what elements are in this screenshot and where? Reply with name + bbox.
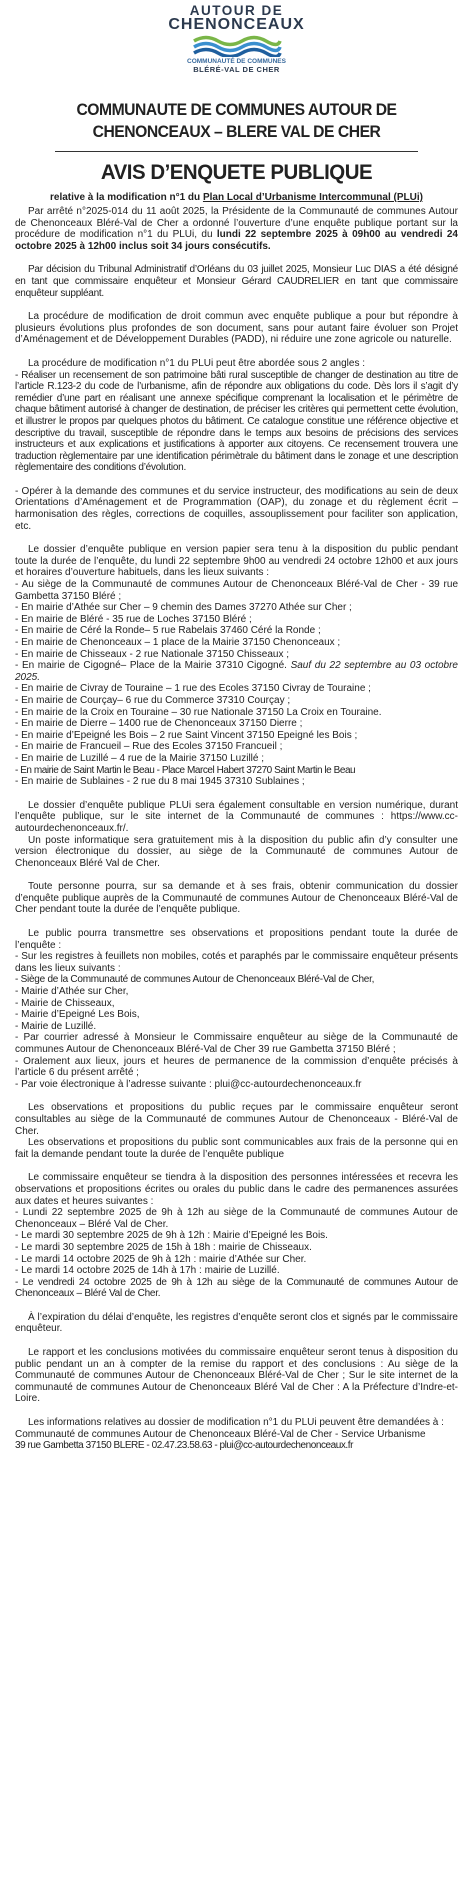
subtitle-text: relative à la modification n°1 du <box>50 192 203 203</box>
observation-item: - Par voie électronique à l’adresse suivante : plui@cc-autourdechenonceaux.fr <box>15 1078 362 1090</box>
logo-line-2: CHENONCEAUX <box>168 16 305 33</box>
decree-dates: lundi 22 septembre 2025 à 09h00 au vendredi 24 octobre 2025 à 12h00 inclus soit 34 jours consécutifs. <box>15 229 458 252</box>
logo <box>15 0 458 88</box>
permanence-item: - Le mardi 14 octobre 2025 de 14h à 17h : mairie de Luzillé. <box>15 1265 280 1277</box>
place-item: - En mairie de Chenonceaux – 1 place de la Mairie 37150 Chenonceaux ; <box>15 637 341 648</box>
place-item: - En mairie de Sublaines - 2 rue du 8 mai 1945 37310 Sublaines ; <box>15 776 305 788</box>
registry-location: - Mairie de Chisseaux, <box>15 997 115 1009</box>
decree-text: Par arrêté n°2025-014 du 11 août 2025, la Présidente de la Communauté de communes Autour de Chenonceaux Bléré-Val de Cher a ordonné l’ouverture d’une enquête publique portant sur la procédure de modification n°1 du PLUi, du <box>15 206 458 241</box>
paragraph-consultable: Les observations et propositions du public reçues par le commissaire enquêteur seront consultables au siège de la Communauté de communes Autour de Chenonceaux - Bléré-Val de Cher. <box>15 1102 458 1137</box>
place-item: - En mairie de Céré la Ronde– 5 rue Rabelais 37460 Céré la Ronde ; <box>15 625 321 637</box>
contact-address: 39 rue Gambetta 37150 BLERE - 02.47.23.58.63 - plui@cc-autourdechenonceaux.fr <box>15 1440 353 1452</box>
place-item: - En mairie de Francueil – Rue des Ecoles 37150 Francueil ; <box>15 741 283 753</box>
place-item-cigogne <box>15 660 458 683</box>
paragraph-computer: Un poste informatique sera gratuitement mis à la disposition du public afin d’y consulter une version électronique du dossier, au siège de la Communauté de communes Autour de Chenonceaux Bléré Val de Cher. <box>15 834 458 869</box>
cigogne-exception: Sauf du 22 septembre au 03 octobre 2025. <box>15 660 458 683</box>
place-item: - En mairie de Saint Martin le Beau - Place Marcel Habert 37270 Saint Martin le Beau <box>15 764 356 776</box>
contact-service: Communauté de communes Autour de Chenonceaux Bléré-Val de Cher - Service Urbanisme <box>15 1428 426 1440</box>
registry-location: - Mairie d’Epeigné Les Bois, <box>15 1009 140 1021</box>
notice-subtitle <box>15 192 458 204</box>
place-item: - En mairie de Dierre – 1400 rue de Chenonceaux 37150 Dierre ; <box>15 718 303 730</box>
paragraph-angles-intro: La procédure de modification n°1 du PLUi peut être abordée sous 2 angles : <box>28 357 365 369</box>
angle-item-1: - Réaliser un recensement de son patrimoine bâti rural susceptible de changer de destination au titre de l’article R.123-2 du code de l’urbanisme, afin de répondre aux obligations du code. Dès lors il s’agit d’y remédier d’une part en réalisant une annexe spécifique comprenant la localisation et le périmètre de chaque bâtiment autorisé à changer de destination, de préciser les critères qui permettent cette évolution, et illustrer le propos par quelques photos du bâtiment. Ce catalogue constitue une référence objective et descriptive du travail, susceptible de répondre dans le temps aux besoins de précisions des services instructeurs et aux explications et justifications à apporter aux citoyens. Ce recensement trouvera une traduction règlementaire par une identification périmètrale du bâtiment dans le zonage et une description règlementaire des conditions d’évolution. <box>15 369 458 474</box>
place-item: - Au siège de la Communauté de communes Autour de Chenonceaux Bléré-Val de Cher - 39 rue Gambetta 37150 Bléré ; <box>15 579 458 602</box>
paragraph-communication: Toute personne pourra, sur sa demande et à ses frais, obtenir communication du dossier d’enquête publique auprès de la Communauté de communes Autour de Chenonceaux Bléré-Val de Cher pendant toute la durée de l’enquête publique. <box>15 881 458 916</box>
logo-line-1: AUTOUR DE <box>189 3 284 18</box>
paragraph-report: Le rapport et les conclusions motivées du commissaire enquêteur seront tenus à disposition du public pendant un an à compter de la remise du rapport et des conclusions : Au siège de la Communauté de communes Autour de Chenonceaux Bléré-Val de Cher ; Sur le site internet de la communauté de communes Autour de Chenonceaux Bléré Val de Cher : A la Préfecture d’Indre-et-Loire. <box>15 1347 458 1405</box>
place-item: - En mairie de Luzillé – 4 rue de la Mairie 37150 Luzillé ; <box>15 752 265 764</box>
notice-body <box>15 206 458 1452</box>
title-divider <box>55 151 418 152</box>
logo-line-3: COMMUNAUTÉ DE COMMUNES <box>187 58 286 65</box>
cigogne-text: - En mairie de Cigogné– Place de la Mairie 37310 Cigogné. <box>15 660 291 672</box>
page-title: COMMUNAUTE DE COMMUNES AUTOUR DE CHENONCEAUX – BLERE VAL DE CHER <box>76 101 397 141</box>
logo-wave-icon <box>192 35 282 57</box>
place-item: - En mairie de Chisseaux - 2 rue Nationale 37150 Chisseaux ; <box>15 648 290 660</box>
observation-item: - Par courrier adressé à Monsieur le Commissaire enquêteur au siège de la Communauté de communes Autour de Chenonceaux Bléré-Val de Cher 39 rue Gambetta 37150 Bléré ; <box>15 1032 458 1055</box>
place-item: - En mairie de Courçay– 6 rue du Commerce 37310 Courçay ; <box>15 694 291 706</box>
place-item: - En mairie d’Athée sur Cher – 9 chemin des Dames 37270 Athée sur Cher ; <box>15 602 352 614</box>
notice-heading: AVIS D’ENQUETE PUBLIQUE <box>100 160 373 184</box>
permanence-item: - Lundi 22 septembre 2025 de 9h à 12h au siège de la Communauté de communes Autour de Chenonceaux – Bléré Val de Cher. <box>15 1207 458 1230</box>
paragraph-digital: Le dossier d’enquête publique PLUi sera également consultable en version numérique, durant l’enquête publique, sur le site internet de la Communauté de communes : https://www.cc-autourdechenonceaux.fr/. <box>15 799 458 834</box>
observation-item: - Oralement aux lieux, jours et heures de permanence de la commission d’enquête précisés à l’article 6 du présent arrêté ; <box>15 1055 458 1079</box>
paragraph-observations-intro: Le public pourra transmettre ses observations et propositions pendant toute la durée de l’enquête : <box>15 928 458 951</box>
permanence-item: - Le mardi 30 septembre 2025 de 9h à 12h : Mairie d’Epeigné les Bois. <box>15 1230 328 1242</box>
paragraph-communicable: Les observations et propositions du public sont communicables aux frais de la personne qui en fait la demande pendant toute la durée de l’enquête publique <box>15 1137 458 1160</box>
logo-line-4: BLÉRÉ-VAL DE CHER <box>193 65 280 74</box>
paragraph-procedure: La procédure de modification de droit commun avec enquête publique a pour but répondre à plusieurs évolutions plus profondes de son document, sans pour autant faire évoluer son Projet d’Aménagement et de Développement Durables (PADD), ni réduire une zone agricole ou naturelle. <box>15 311 458 346</box>
registry-location: - Mairie de Luzillé. <box>15 1020 97 1032</box>
paragraph-decree <box>15 206 458 252</box>
paragraph-commissioner: Par décision du Tribunal Administratif d’Orléans du 03 juillet 2025, Monsieur Luc DIAS a été désigné en tant que commissaire enquêteur et Monsieur Gérard CAUDRELIER en tant que commissaire enquêteur suppléant. <box>15 264 458 299</box>
place-item: - En mairie d’Epeigné les Bois – 2 rue Saint Vincent 37150 Epeigné les Bois ; <box>15 729 358 741</box>
permanence-item: - Le mardi 14 octobre 2025 de 9h à 12h : mairie d’Athée sur Cher. <box>15 1253 307 1265</box>
place-item: - En mairie de Civray de Touraine – 1 rue des Ecoles 37150 Civray de Touraine ; <box>15 683 371 695</box>
paragraph-permanences-intro: Le commissaire enquêteur se tiendra à la disposition des personnes intéressées et recevra les observations et propositions écrites ou orales du public dans le cadre des permanences assurées aux dates et heures suivantes : <box>15 1172 458 1207</box>
place-item: - En mairie de Bléré - 35 rue de Loches 37150 Bléré ; <box>15 613 252 625</box>
paragraph-info-intro: Les informations relatives au dossier de modification n°1 du PLUi peuvent être demandées à : <box>28 1417 444 1429</box>
subtitle-plan-name: Plan Local d’Urbanisme Intercommunal (PLUi) <box>202 192 423 203</box>
permanence-item: - Le vendredi 24 octobre 2025 de 9h à 12h au siège de la Communauté de communes Autour de Chenonceaux – Bléré Val de Cher. <box>15 1276 458 1300</box>
registry-location: - Siège de la Communauté de communes Autour de Chenonceaux Bléré-Val de Cher, <box>15 974 375 986</box>
paragraph-dossier-intro: Le dossier d’enquête publique en version papier sera tenu à la disposition du public pendant toute la durée de l’enquête, du lundi 22 septembre 9h00 au vendredi 24 octobre 12h00 et aux jours et horaires d’ouverture habituels, dans les lieux suivants : <box>15 544 458 579</box>
permanence-item: - Le mardi 30 septembre 2025 de 15h à 18h : mairie de Chisseaux. <box>15 1241 312 1253</box>
registry-location: - Mairie d’Athée sur Cher, <box>15 986 129 998</box>
place-item: - En mairie de la Croix en Touraine – 30 rue Nationale 37150 La Croix en Touraine. <box>15 706 382 718</box>
angle-item-2: - Opérer à la demande des communes et du service instructeur, des modifications au sein de deux Orientations d’Aménagement et de Programmation (OAP), du zonage et du règlement écrit – harmonisation des règles, corrections de coquilles, assouplissement pour faciliter son application, etc. <box>15 485 458 532</box>
paragraph-closure: À l’expiration du délai d’enquête, les registres d’enquête seront clos et signés par le commissaire enquêteur. <box>15 1311 458 1335</box>
observation-item: - Sur les registres à feuillets non mobiles, cotés et paraphés par le commissaire enquêteur présents dans les lieux suivants : <box>15 951 458 974</box>
